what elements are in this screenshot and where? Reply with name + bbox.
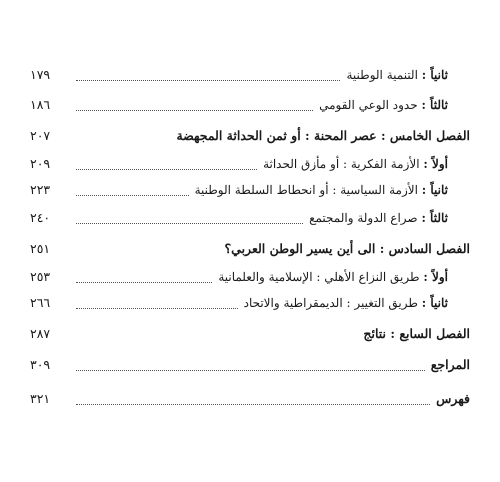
entry-page-number: ١٧٩: [30, 67, 51, 82]
entry-page-number: ١٨٦: [30, 97, 51, 112]
toc-entry: [30, 323, 470, 345]
toc-entry: [30, 354, 470, 376]
entry-title: التنمية الوطنية: [346, 68, 418, 82]
entry-title: الأزمة الفكرية : أو مأزق الحداثة: [263, 157, 420, 171]
toc-entry: [30, 64, 470, 86]
entry-title: حدود الوعي القومي: [319, 98, 418, 112]
entry-prefix: الفصل السادس :: [379, 241, 470, 256]
toc-entry: [30, 153, 470, 175]
entry-title: طريق النزاع الأهلي : الإسلامية والعلمانية: [218, 270, 420, 284]
dot-leader: [76, 404, 430, 405]
entry-prefix: ثانياً :: [421, 183, 448, 197]
dot-leader: [76, 308, 238, 309]
toc-entry: [30, 94, 470, 116]
entry-page-number: ٣٢١: [30, 391, 51, 406]
entry-page-number: ٢٤٠: [30, 210, 51, 225]
entry-prefix: ثالثاً :: [421, 98, 448, 112]
entry-page-number: ٢٠٧: [30, 128, 51, 143]
entry-prefix: الفصل الخامس :: [380, 128, 470, 143]
entry-title: المراجع: [430, 357, 470, 372]
dot-leader: [76, 110, 313, 111]
entry-title: الأزمة السياسية : أو انحطاط السلطة الوطنية: [194, 183, 418, 197]
entry-title: صراع الدولة والمجتمع: [309, 211, 418, 225]
entry-prefix: الفصل السابع :: [390, 326, 470, 341]
entry-page-number: ٢٨٧: [30, 326, 51, 341]
entry-prefix: أولاً :: [423, 270, 448, 284]
entry-page-number: ٢٥١: [30, 241, 51, 256]
entry-prefix: ثالثاً :: [421, 211, 448, 225]
entry-title: عصر المحنة : أو ثمن الحداثة المجهضة: [176, 128, 377, 143]
toc-entry: [30, 292, 470, 314]
entry-title: فهرس: [436, 391, 470, 406]
entry-prefix: أولاً :: [423, 157, 448, 171]
toc-entry: [30, 125, 470, 147]
dot-leader: [76, 169, 257, 170]
dot-leader: [76, 370, 425, 371]
toc-entry: [30, 388, 470, 410]
entry-title: طريق التغيير : الديمقراطية والاتحاد: [243, 296, 418, 310]
dot-leader: [76, 223, 303, 224]
entry-title: نتائج: [363, 326, 387, 341]
entry-page-number: ٢٢٣: [30, 182, 51, 197]
toc-entry: [30, 238, 470, 260]
entry-prefix: ثانياً :: [421, 68, 448, 82]
toc-entry: [30, 179, 470, 201]
toc-entry: [30, 266, 470, 288]
dot-leader: [76, 282, 212, 283]
entry-page-number: ٢٠٩: [30, 156, 51, 171]
entry-title: الى أين يسير الوطن العربي؟: [224, 241, 376, 256]
dot-leader: [76, 195, 189, 196]
entry-prefix: ثانياً :: [421, 296, 448, 310]
toc-entry: [30, 207, 470, 229]
entry-page-number: ٢٦٦: [30, 295, 51, 310]
entry-page-number: ٢٥٣: [30, 269, 51, 284]
dot-leader: [76, 80, 340, 81]
entry-page-number: ٣٠٩: [30, 357, 51, 372]
